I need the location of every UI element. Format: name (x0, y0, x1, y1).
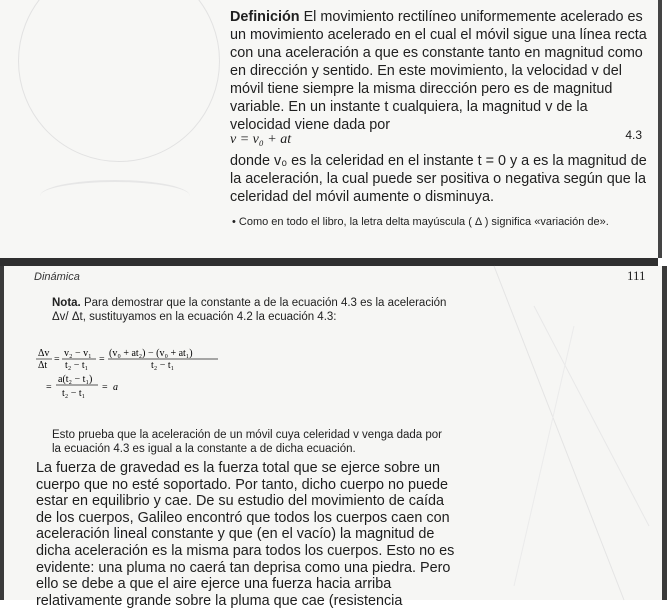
equation-number: 4.3 (625, 128, 642, 142)
nota-label: Nota. (52, 297, 81, 309)
equation-4-3 (230, 128, 644, 150)
equals-sign-4: = (102, 382, 108, 393)
definition-title: Definición (230, 9, 300, 25)
nota-paragraph (52, 296, 452, 324)
body-text: La fuerza de gravedad es la fuerza total que se ejerce sobre un cuerpo que no esté soportado. Por tanto, dicho cuerpo no puede estar en equilibrio y cae. De su estudio del movimiento de caída de los cuerpos, Galileo encontró que todos los cuerpos caen con aceleración lineal constante y que (en el vacío) la magnitud de dicha aceleración es la misma para todos los cuerpos. Esto no es evidente: una pluma no caerá tan deprisa como una piedra. Pero ello se debe a que el aire ejerce una fuerza hacia arriba relativamente grande sobre la pluma que cae (resistencia (36, 460, 455, 609)
page-number: 111 (627, 268, 646, 283)
frac3-numerator: a(t₂ − t₁) (58, 374, 93, 385)
faint-arc-figure (40, 180, 190, 212)
page-separator (0, 258, 658, 266)
frac2-denominator: t₂ − t₁ (151, 360, 175, 371)
bottom-page (0, 266, 667, 609)
derivation-math (36, 346, 296, 402)
frac3-denominator: t₂ − t₁ (62, 388, 86, 399)
conclusion-paragraph: Esto prueba que la aceleración de un móvil cuya celeridad v venga dada por la ecuación 4.3 es igual a la constante a de dicha ecuación. (52, 429, 442, 455)
result: a (113, 382, 118, 393)
equals-sign-2: = (99, 354, 105, 365)
formula: v = v₀ + at (230, 132, 292, 147)
lhs-numerator: Δv (38, 348, 50, 359)
definition-paragraph (230, 8, 648, 134)
footnote: • Como en todo el libro, la letra delta mayúscula ( Δ ) significa «variación de». (232, 216, 609, 228)
frac1-denominator: t₂ − t₁ (65, 360, 89, 371)
lhs-denominator: Δt (38, 360, 48, 371)
frac1-numerator: v₂ − v₁ (64, 348, 92, 359)
faint-background-figure (474, 266, 654, 600)
faint-circle-figure (18, 0, 220, 162)
running-head: Dinámica (34, 271, 80, 283)
top-page (0, 0, 662, 258)
equals-sign-3: = (46, 382, 52, 393)
frac2-numerator: (v₀ + at₂) − (v₀ + at₁) (109, 348, 193, 359)
nota-text: Para demostrar que la constante a de la ecuación 4.3 es la aceleración Δv/ Δt, sustituyamos en la ecuación 4.2 la ecuación 4.3: (52, 297, 447, 323)
where-paragraph: donde v₀ es la celeridad en el instante t = 0 y a es la magnitud de la aceleración, la cual puede ser positiva o negativa según que la celeridad del móvil aumente o disminuya. (230, 153, 647, 205)
definition-text: El movimiento rectilíneo uniformemente acelerado es un movimiento acelerado en el cual el móvil sigue una línea recta con una aceleración a que es constante tanto en magnitud como en dirección y sentido. En este movimiento, la velocidad v del móvil tiene siempre la misma dirección pero es de magnitud variable. En un instante t cualquiera, la magnitud v de la velocidad viene dada por (230, 9, 647, 133)
body-paragraph (36, 460, 456, 609)
equals-sign-1: = (54, 354, 60, 365)
